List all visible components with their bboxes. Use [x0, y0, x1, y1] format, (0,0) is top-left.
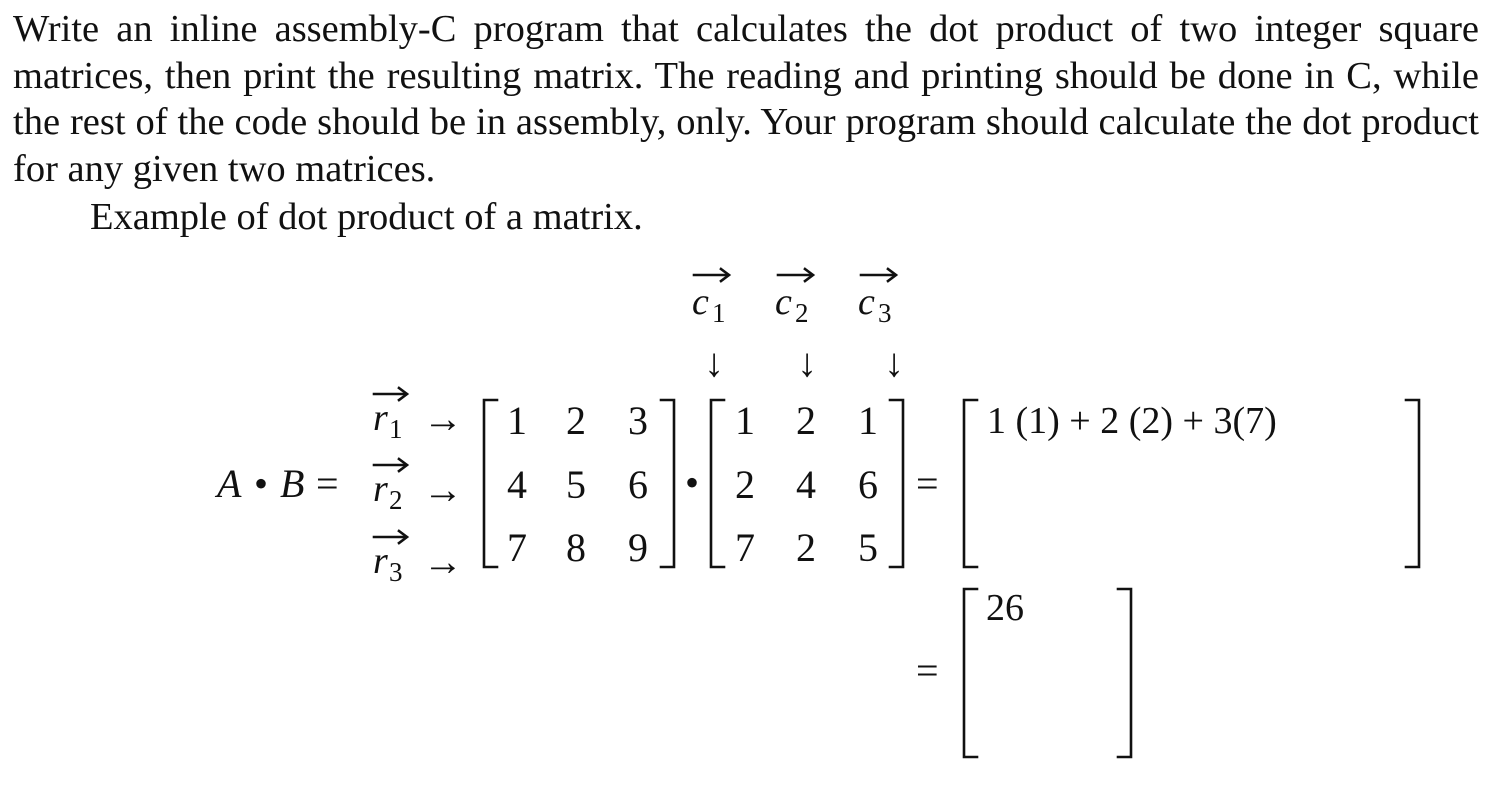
- matrix-b-cell: 1: [858, 398, 878, 443]
- matrix-b-left-bracket: [711, 400, 724, 567]
- dot-operator: •: [684, 460, 700, 505]
- row-vector-subscript: 2: [389, 485, 403, 515]
- down-arrow-icon: ↓: [797, 340, 817, 385]
- col-vector-label: c: [775, 281, 792, 323]
- matrix-a-cell: 2: [566, 398, 586, 443]
- matrix-b-cell: 4: [796, 462, 816, 507]
- down-arrow-icon: ↓: [704, 340, 724, 385]
- result-cell: 26: [986, 587, 1024, 629]
- row-vector-label: r: [373, 468, 388, 510]
- expansion-right-bracket: [1406, 400, 1419, 567]
- vector-arrow-c1: [694, 269, 729, 281]
- result-right-bracket: [1118, 589, 1131, 757]
- dot-operator: •: [254, 461, 269, 506]
- down-arrow-icon: ↓: [884, 340, 904, 385]
- col-vector-label: c: [858, 281, 875, 323]
- matrix-b-cell: 2: [735, 462, 755, 507]
- matrix-b-cell: 6: [858, 462, 878, 507]
- matrix-a-symbol: A: [217, 461, 242, 506]
- matrix-b-cell: 5: [858, 525, 878, 570]
- matrix-a-cell: 4: [507, 462, 527, 507]
- matrix-a-right-bracket: [661, 400, 674, 567]
- vector-arrow-c2: [778, 269, 813, 281]
- expansion-term: 1 (1) + 2 (2) + 3(7): [987, 400, 1277, 442]
- matrix-b-cell: 2: [796, 525, 816, 570]
- matrix-b-symbol: B: [280, 461, 305, 506]
- matrix-a-cell: 9: [628, 525, 648, 570]
- matrix-a-cell: 1: [507, 398, 527, 443]
- row-vector-label: r: [373, 397, 388, 439]
- matrix-a-cell: 3: [628, 398, 648, 443]
- equals-sign: =: [916, 461, 939, 506]
- row-vector-subscript: 1: [389, 414, 403, 444]
- example-caption: Example of dot product of a matrix.: [90, 196, 643, 238]
- right-arrow-icon: →: [423, 539, 463, 584]
- equals-sign: =: [916, 648, 939, 693]
- equals-sign: =: [316, 461, 339, 506]
- vector-arrow-c3: [861, 269, 896, 281]
- matrix-b-cell: 7: [735, 525, 755, 570]
- matrix-a-left-bracket: [484, 400, 497, 567]
- row-vector-subscript: 3: [389, 557, 403, 587]
- col-vector-subscript: 1: [712, 298, 726, 328]
- matrix-a-cell: 8: [566, 525, 586, 570]
- matrix-a-cell: 6: [628, 462, 648, 507]
- right-arrow-icon: →: [423, 396, 463, 441]
- matrix-b-cell: 1: [735, 398, 755, 443]
- col-vector-label: c: [692, 281, 709, 323]
- matrix-a-cell: 5: [566, 462, 586, 507]
- row-vector-label: r: [373, 540, 388, 582]
- right-arrow-icon: →: [423, 467, 463, 512]
- matrix-b-cell: 2: [796, 398, 816, 443]
- col-vector-subscript: 2: [795, 298, 809, 328]
- matrix-b-right-bracket: [890, 400, 903, 567]
- col-vector-subscript: 3: [878, 298, 892, 328]
- expansion-left-bracket: [964, 400, 977, 567]
- problem-statement: Write an inline assembly-C program that calculates the dot product of two integer square matrices, then print the resulting matrix. The reading and printing should be done in C, while the rest of the code should be in assembly, only. Your program should calculate the dot product for any given two matrices.: [13, 8, 1479, 190]
- result-left-bracket: [964, 589, 977, 757]
- matrix-a-cell: 7: [507, 525, 527, 570]
